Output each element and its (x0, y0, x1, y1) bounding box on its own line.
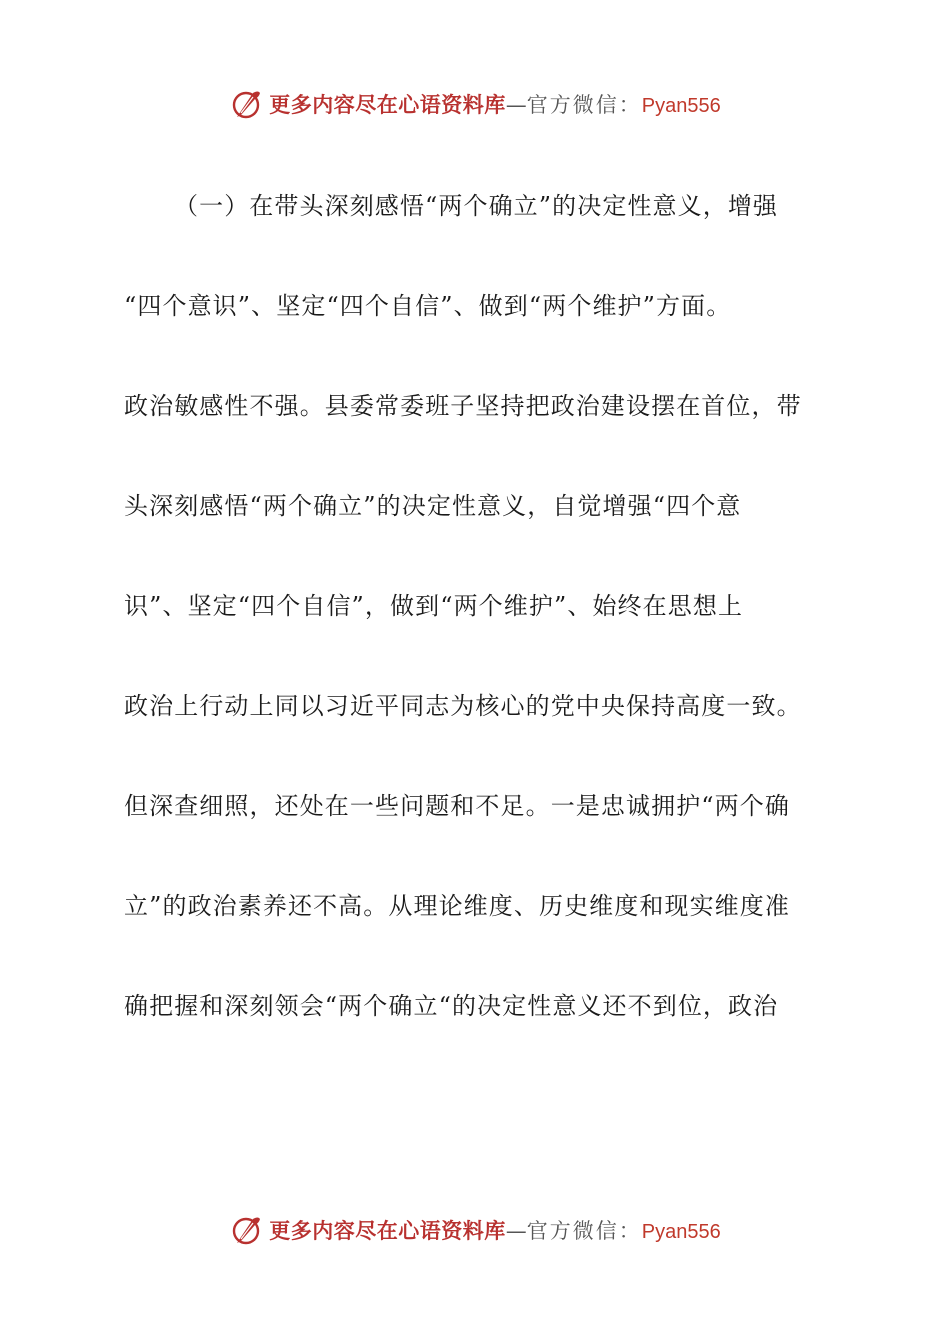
footer-dash: — (505, 1219, 527, 1243)
body-line-5: 识”、坚定“四个自信”，做到“两个维护”、始终在思想上 (124, 592, 744, 620)
body-line-8: 立”的政治素养还不高。从理论维度、历史维度和现实维度准 (124, 892, 790, 920)
header-text (269, 89, 720, 119)
quill-pen-icon (229, 87, 263, 121)
body-line-6: 政治上行动上同以习近平同志为核心的党中央保持高度一致。 (124, 692, 802, 720)
body-line-2: “四个意识”、坚定“四个自信”、做到“两个维护”方面。 (124, 292, 732, 320)
body-line-3: 政治敏感性不强。县委常委班子坚持把政治建设摆在首位，带 (124, 392, 802, 420)
footer-wechat-label: 官方微信： (526, 1219, 642, 1243)
header-banner (0, 84, 950, 124)
quill-pen-icon (229, 1213, 263, 1247)
header-dash: — (505, 93, 527, 117)
header-wechat-label: 官方微信： (526, 93, 642, 117)
body-line-9: 确把握和深刻领会“两个确立“的决定性意义还不到位，政治 (124, 992, 779, 1020)
document-body (124, 182, 814, 1082)
header-wechat-id: Pyan556 (641, 95, 721, 117)
footer-banner (0, 1210, 950, 1250)
footer-slogan: 更多内容尽在心语资料库 (269, 1218, 506, 1243)
header-slogan: 更多内容尽在心语资料库 (269, 92, 506, 117)
footer-text (269, 1215, 720, 1245)
body-line-4: 头深刻感悟“两个确立”的决定性意义，自觉增强“四个意 (124, 492, 742, 520)
footer-wechat-id: Pyan556 (641, 1221, 721, 1243)
body-line-7: 但深查细照，还处在一些问题和不足。一是忠诚拥护“两个确 (124, 792, 790, 820)
body-line-1: （一）在带头深刻感悟“两个确立”的决定性意义，增强 (174, 192, 779, 220)
